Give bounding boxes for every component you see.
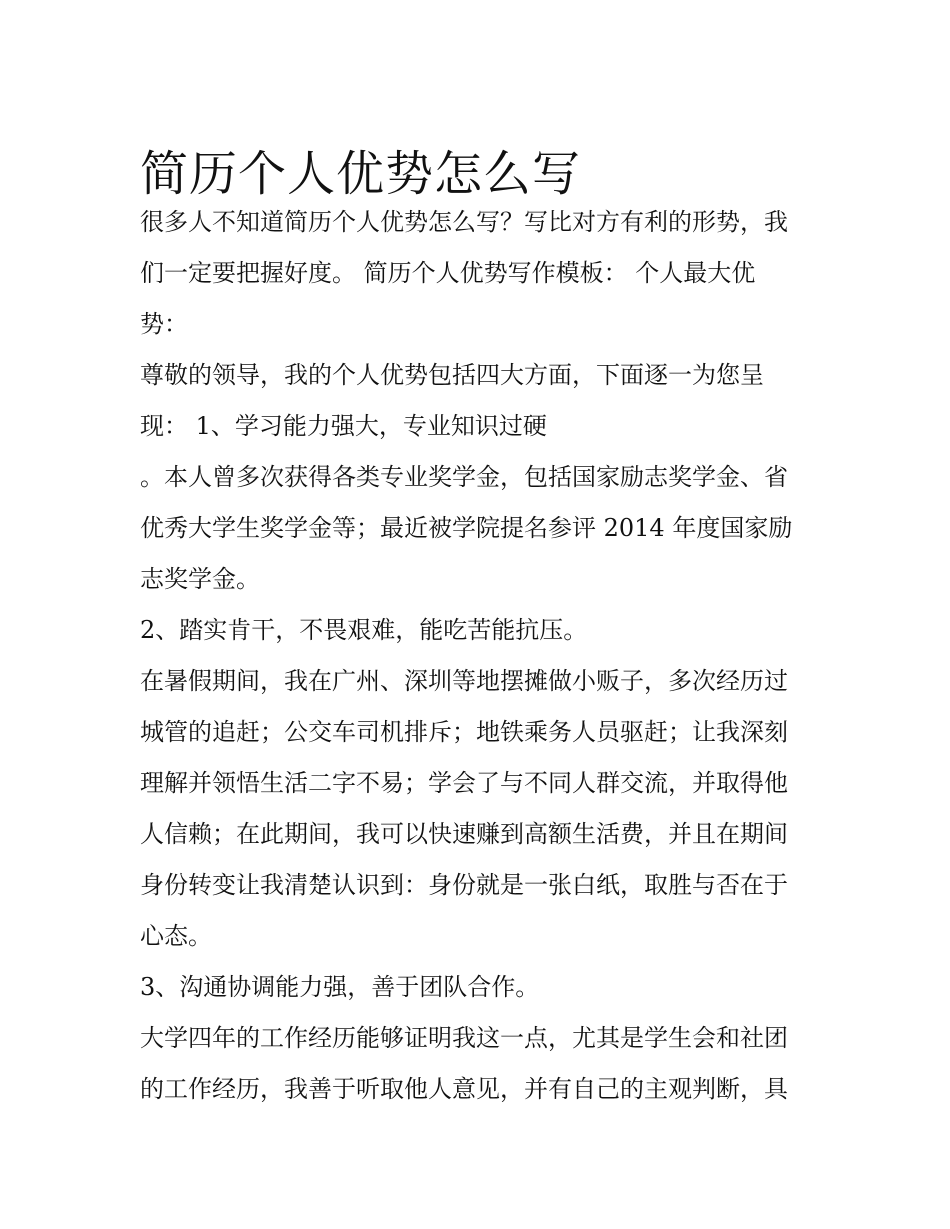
body-line: 势：: [140, 310, 188, 338]
body-line: 尊敬的领导，我的个人优势包括四大方面，下面逐一为您呈: [140, 361, 764, 389]
body-line: 2、踏实肯干，不畏艰难，能吃苦能抗压。: [140, 616, 588, 644]
document-title: 简历个人优势怎么写: [140, 146, 582, 203]
body-line: 。本人曾多次获得各类专业奖学金，包括国家励志奖学金、省: [140, 463, 788, 491]
body-line: 在暑假期间，我在广州、深圳等地摆摊做小贩子，多次经历过: [140, 667, 788, 695]
body-line: 人信赖；在此期间，我可以快速赚到高额生活费，并且在期间: [140, 820, 788, 848]
body-line: 城管的追赶；公交车司机排斥；地铁乘务人员驱赶；让我深刻: [140, 718, 788, 746]
body-line: 理解并领悟生活二字不易；学会了与不同人群交流，并取得他: [140, 769, 788, 797]
document-body: [140, 197, 820, 1115]
body-line: 志奖学金。: [140, 565, 260, 593]
body-line: 们一定要把握好度。 简历个人优势写作模板： 个人最大优: [140, 259, 756, 287]
body-line: 优秀大学生奖学金等；最近被学院提名参评 2014 年度国家励: [140, 514, 793, 542]
body-line: 大学四年的工作经历能够证明我这一点，尤其是学生会和社团: [140, 1024, 788, 1052]
body-line: 3、沟通协调能力强，善于团队合作。: [140, 973, 540, 1001]
body-line: 很多人不知道简历个人优势怎么写？写比对方有利的形势，我: [140, 208, 788, 236]
body-line: 心态。: [140, 922, 212, 950]
body-line: 的工作经历，我善于听取他人意见，并有自己的主观判断，具: [140, 1075, 788, 1103]
body-line: 现： 1、学习能力强大，专业知识过硬: [140, 412, 547, 440]
body-line: 身份转变让我清楚认识到：身份就是一张白纸，取胜与否在于: [140, 871, 788, 899]
